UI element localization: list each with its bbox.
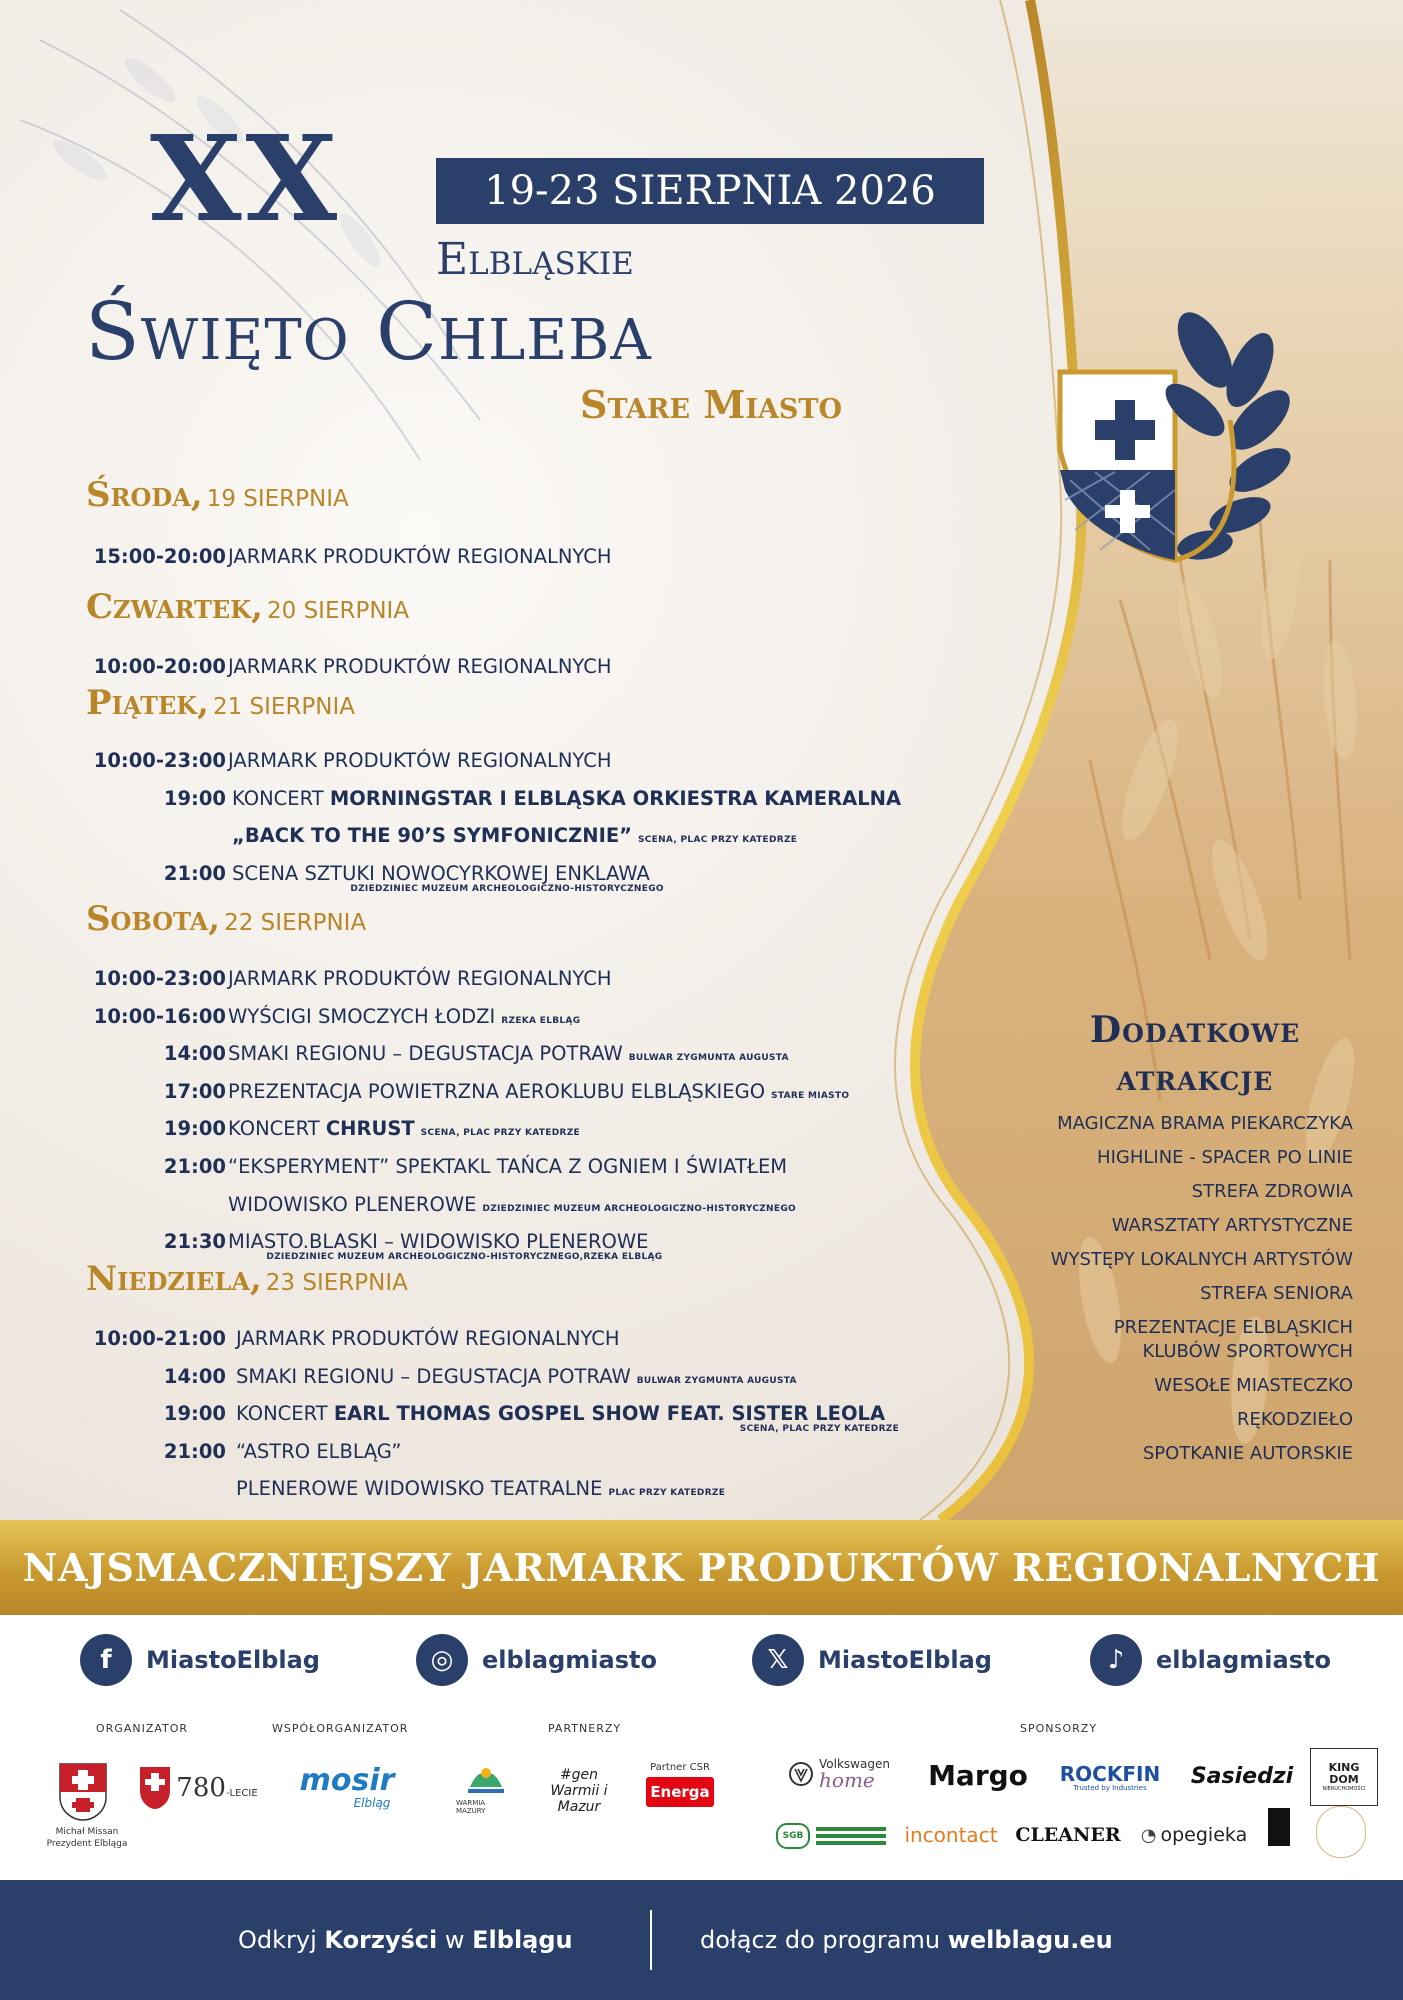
event-text: JARMARK PRODUKTÓW REGIONALNYCH: [228, 655, 612, 678]
event-performer: „BACK TO THE 90’S SYMFONICZNIE”: [232, 824, 632, 848]
logo-kingdom: [1310, 1748, 1378, 1806]
event-text: “EKSPERYMENT” SPEKTAKL TAŃCA Z OGNIEM I ŚWIATŁEM: [228, 1155, 788, 1178]
event-text: WIDOWISKO PLENEROWE: [228, 1192, 477, 1216]
event-title: [228, 542, 612, 572]
social-link[interactable]: [416, 1632, 657, 1688]
event-dates: 19-23 SIERPNIA 2026: [436, 158, 984, 224]
event-title: [236, 1474, 725, 1508]
event-location: DZIEDZINIEC MUZEUM ARCHEOLOGICZNO-HISTORYCZNEGO: [482, 1203, 796, 1214]
elblag-coat-of-arms-icon: [1055, 300, 1305, 600]
coorganizer-label: WSPÓŁORGANIZATOR: [272, 1722, 409, 1735]
event-text: PLENEROWE WIDOWISKO TEATRALNE: [236, 1477, 603, 1501]
event-location: SCENA, PLAC PRZY KATEDRZE: [637, 835, 798, 846]
event-title: [228, 652, 612, 682]
event-location: STARE MIASTO: [771, 1090, 850, 1101]
event-text: SMAKI REGIONU – DEGUSTACJA POTRAW: [228, 1042, 623, 1066]
event-title: [228, 1114, 580, 1148]
footer-text-2: Korzyści: [324, 1926, 438, 1954]
logo-energa: [640, 1762, 720, 1822]
facebook-icon: f: [80, 1634, 132, 1686]
sgb-badge: SGB: [776, 1823, 810, 1849]
footer-bar: [0, 1880, 1403, 2000]
event-time: 14:00: [163, 1042, 226, 1066]
social-handle: elblagmiasto: [1156, 1646, 1331, 1674]
event-text: KONCERT: [236, 1402, 334, 1426]
event-text: MIASTO.BLASKI – WIDOWISKO PLENEROWE: [228, 1230, 649, 1254]
logo-opegieka-text: opegieka: [1160, 1824, 1248, 1846]
day-heading: [86, 683, 356, 723]
footer-link[interactable]: welblagu.eu: [947, 1926, 1113, 1954]
opegieka-icon: ◔: [1140, 1824, 1157, 1846]
footer-text-3: w: [437, 1926, 473, 1954]
day-heading: [86, 1259, 408, 1299]
event-location: BULWAR ZYGMUNTA AUGUSTA: [636, 1375, 797, 1386]
logo-mosir-text: mosir: [299, 1763, 395, 1798]
event-time: 10:00-23:00: [93, 749, 226, 772]
event-time: 10:00-20:00: [93, 655, 226, 678]
event-text: SCENA SZTUKI NOWOCYRKOWEJ ENKLAWA: [232, 861, 650, 885]
event-title: [232, 821, 797, 855]
sponsors-label: SPONSORZY: [1020, 1722, 1098, 1735]
event-time: 21:00: [163, 1155, 226, 1178]
extra-title-line1: Dodatkowe: [1089, 1009, 1301, 1051]
extra-attractions-title: [1030, 1006, 1360, 1102]
partner-csr-label: Partner CSR: [650, 1762, 710, 1773]
event-text: WYŚCIGI SMOCZYCH ŁODZI: [228, 1004, 496, 1028]
attraction-item: MAGICZNA BRAMA PIEKARCZYKA: [1057, 1113, 1353, 1134]
logo-margo: [928, 1758, 1028, 1792]
social-link[interactable]: [1090, 1632, 1331, 1688]
event-time: 19:00: [163, 786, 226, 810]
sgb-lines-icon: [816, 1827, 886, 1845]
crest-780-icon: [138, 1765, 172, 1811]
attraction-item: SPOTKANIE AUTORSKIE: [1142, 1443, 1353, 1464]
event-text: KONCERT: [228, 1117, 326, 1141]
event-time: 10:00-21:00: [93, 1327, 226, 1350]
attraction-item: RĘKODZIEŁO: [1236, 1409, 1353, 1430]
event-text: KONCERT: [232, 786, 330, 810]
event-location: DZIEDZINIEC MUZEUM ARCHEOLOGICZNO-HISTORYCZNEGO: [350, 883, 664, 894]
day-date: 19 SIERPNIA: [206, 486, 349, 512]
logo-cleaner: [1015, 1818, 1121, 1852]
logo-780-suffix: -LECIE: [225, 1788, 258, 1799]
volkswagen-icon: [789, 1762, 813, 1786]
attraction-item: STREFA ZDROWIA: [1191, 1181, 1353, 1202]
logo-gen-warmii: [530, 1768, 628, 1814]
day-heading: [86, 475, 349, 515]
event-title: [228, 1039, 789, 1073]
logo-cleaner-text: CLEANER: [1015, 1824, 1121, 1846]
attraction-item: STREFA SENIORA: [1200, 1283, 1353, 1304]
logo-home-text: home: [819, 1768, 875, 1792]
event-text: JARMARK PRODUKTÓW REGIONALNYCH: [228, 967, 612, 990]
partners-label: PARTNERZY: [548, 1722, 622, 1735]
attraction-item: WESOŁE MIASTECZKO: [1154, 1375, 1353, 1396]
day-date: 23 SIERPNIA: [265, 1270, 408, 1296]
footer-text-4: Elblągu: [472, 1926, 573, 1954]
social-link[interactable]: [80, 1632, 320, 1688]
elblag-city-crest-icon: [58, 1762, 108, 1822]
event-location: Stare Miasto: [580, 382, 843, 427]
event-performer: EARL THOMAS GOSPEL SHOW FEAT. SISTER LEOLA: [333, 1402, 886, 1426]
edition-numeral: XX: [150, 109, 342, 248]
logo-780-number: 780: [176, 1773, 226, 1803]
event-title: [228, 1190, 796, 1224]
day-name: Niedziela,: [86, 1259, 262, 1299]
event-title: Święto Chleba: [85, 285, 652, 378]
logo-incontact: [896, 1816, 1006, 1854]
logo-margo-text: Margo: [928, 1758, 1028, 1792]
footer-program: [700, 1880, 1113, 2000]
event-title: [232, 784, 901, 814]
logo-opegieka: [1134, 1818, 1254, 1852]
day-date: 21 SIERPNIA: [212, 694, 356, 720]
event-time: 10:00-16:00: [93, 1004, 226, 1028]
event-performer: MORNINGSTAR I ELBLĄSKA ORKIESTRA KAMERALNA: [329, 786, 902, 810]
event-title: [228, 1077, 849, 1111]
event-title: [228, 964, 612, 994]
event-text: JARMARK PRODUKTÓW REGIONALNYCH: [228, 749, 612, 772]
social-handle: MiastoElblag: [146, 1646, 320, 1674]
logo-mosir-sub: Elbląg: [353, 1796, 391, 1810]
event-text: “ASTRO ELBLĄG”: [236, 1439, 402, 1463]
event-time: 19:00: [163, 1117, 226, 1141]
event-title: [228, 1002, 580, 1036]
day-name: Czwartek,: [86, 587, 263, 627]
extra-title-line2: atrakcje: [1116, 1057, 1274, 1099]
event-time: 19:00: [163, 1402, 226, 1426]
tiktok-icon: ♪: [1090, 1634, 1142, 1686]
x-icon: 𝕏: [752, 1634, 804, 1686]
event-title: [228, 1152, 787, 1182]
footer-text-1: Odkryj: [238, 1926, 325, 1954]
event-time: 21:00: [163, 861, 226, 885]
event-performer: CHRUST: [325, 1117, 415, 1141]
logo-sasiedzi: [1190, 1756, 1294, 1796]
day-name: Sobota,: [86, 899, 221, 939]
logo-sgb: [772, 1814, 890, 1858]
logo-hotel-icon: [1316, 1806, 1366, 1858]
logo-incontact-text: incontact: [904, 1823, 998, 1847]
footer-text-5: dołącz do programu: [700, 1926, 948, 1954]
attraction-item: HIGHLINE - SPACER PO LINIE: [1097, 1147, 1353, 1168]
attraction-item: PREZENTACJE ELBLĄSKICH: [1113, 1317, 1353, 1338]
event-location: DZIEDZINIEC MUZEUM ARCHEOLOGICZNO-HISTORYCZNEGO,RZEKA ELBLĄG: [266, 1252, 663, 1263]
day-date: 20 SIERPNIA: [267, 598, 410, 624]
event-time: 21:00: [163, 1439, 226, 1463]
organizer-label: ORGANIZATOR: [96, 1722, 189, 1735]
attraction-item: KLUBÓW SPORTOWYCH: [1142, 1341, 1353, 1362]
event-text: JARMARK PRODUKTÓW REGIONALNYCH: [236, 1327, 620, 1350]
logo-rockfin-text: ROCKFIN: [1059, 1762, 1161, 1786]
event-text: SMAKI REGIONU – DEGUSTACJA POTRAW: [236, 1364, 631, 1388]
day-heading: [86, 587, 410, 627]
logo-rockfin: [1050, 1758, 1170, 1798]
warmia-mazury-icon: [466, 1765, 506, 1797]
organizer-caption: Michał Missan Prezydent Elbląga: [46, 1827, 128, 1849]
logo-volkswagen-home: [772, 1754, 907, 1794]
event-location: SCENA, PLAC PRZY KATEDRZE: [420, 1128, 580, 1139]
logo-rockfin-sub: Trusted by Industries: [1073, 1784, 1147, 1792]
attraction-item: WYSTĘPY LOKALNYCH ARTYSTÓW: [1050, 1249, 1353, 1270]
logo-black-badge-icon: [1268, 1808, 1290, 1846]
event-location: BULWAR ZYGMUNTA AUGUSTA: [628, 1053, 789, 1064]
attraction-item: WARSZTATY ARTYSTYCZNE: [1111, 1215, 1353, 1236]
logo-kingdom-sub: NIERUCHOMOŚCI: [1322, 1786, 1366, 1792]
event-title: [236, 1324, 620, 1354]
footer-slogan: [238, 1880, 573, 2000]
footer-separator: [650, 1910, 652, 1970]
energa-badge: Energa: [646, 1777, 714, 1807]
event-time: 14:00: [163, 1364, 226, 1388]
logo-warmia-mazury: [456, 1762, 516, 1818]
logo-vw-text: Volkswagen: [819, 1757, 890, 1771]
social-handle: elblagmiasto: [482, 1646, 657, 1674]
day-name: Piątek,: [86, 683, 209, 723]
social-handle: MiastoElblag: [818, 1646, 992, 1674]
tagline-banner: NAJSMACZNIEJSZY JARMARK PRODUKTÓW REGIONALNYCH: [0, 1520, 1403, 1615]
day-date: 22 SIERPNIA: [224, 910, 367, 936]
event-location: PLAC PRZY KATEDRZE: [608, 1488, 726, 1499]
event-time: 17:00: [163, 1079, 226, 1103]
event-location: RZEKA ELBLĄG: [501, 1015, 581, 1026]
logo-mosir: [288, 1760, 406, 1816]
social-link[interactable]: [752, 1632, 992, 1688]
logo-780-lecie: [138, 1764, 258, 1812]
day-name: Środa,: [86, 475, 203, 515]
event-title: [228, 746, 612, 776]
event-title: [236, 1362, 797, 1396]
instagram-icon: ◎: [416, 1634, 468, 1686]
logo-gen-text: #gen Warmii i Mazur: [550, 1767, 608, 1815]
logo-warmia-text: WARMIA MAZURY: [456, 1799, 486, 1815]
event-time: 15:00-20:00: [93, 545, 226, 568]
event-time: 10:00-23:00: [93, 967, 226, 990]
day-heading: [86, 899, 367, 939]
logo-sasiedzi-text: Sasiedzi: [1190, 1763, 1294, 1789]
subtitle-elblaskie: Elbląskie: [436, 234, 634, 285]
logo-kingdom-text: KING DOM: [1328, 1761, 1360, 1786]
event-text: PREZENTACJA POWIETRZNA AEROKLUBU ELBLĄSKIEGO: [228, 1079, 766, 1103]
event-time: 21:30: [163, 1230, 226, 1254]
event-title: [236, 1437, 402, 1467]
event-location: SCENA, PLAC PRZY KATEDRZE: [739, 1424, 900, 1435]
event-text: JARMARK PRODUKTÓW REGIONALNYCH: [228, 545, 612, 568]
